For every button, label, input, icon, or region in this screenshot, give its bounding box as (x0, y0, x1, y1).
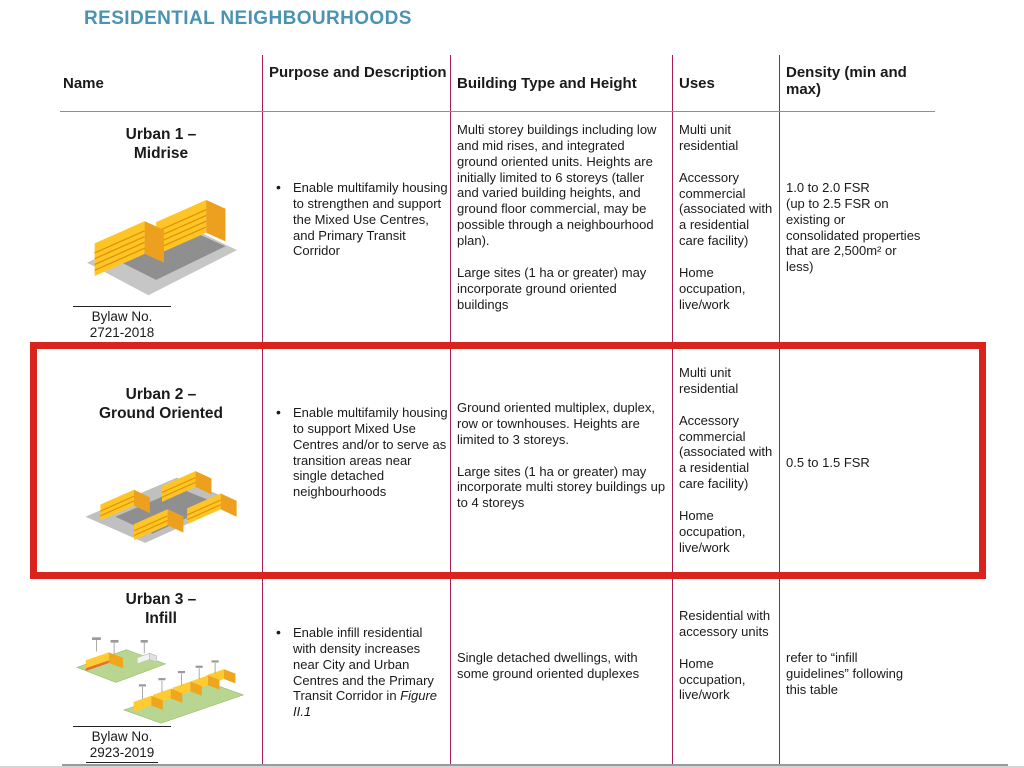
cell-urban3-uses: Residential with accessory units Home occupation, live/work (679, 608, 771, 703)
cell-urban3-name (60, 578, 262, 765)
bylaw-number: Bylaw No. 2923-2019 (73, 726, 171, 763)
cell-urban2-building: Ground oriented multiplex, duplex, row or townhouses. Heights are limited to 3 storeys. Large sites (1 ha or greater) may incorporate multi storey buildings up to 4 storeys (457, 400, 666, 511)
cell-urban2-uses: Multi unit residential Accessory commercial (associated with a residential care facility) Home occupation, live/work (679, 365, 773, 555)
neighbourhoods-table (60, 55, 1007, 765)
column-header-name: Name (63, 75, 104, 92)
cell-urban2-purpose: • Enable multifamily housing to support Mixed Use Centres and/or to serve as transition areas near single detached neighbourhoods (276, 404, 448, 500)
infill-lots-illustration (64, 632, 259, 726)
cell-urban1-building: Multi storey buildings including low and mid rises, and integrated ground oriented units. Heights are initially limited to 6 storeys (taller and varied building heights, and ground floor commercial, may be possible through a neighbourhood plan). Large sites (1 ha or greater) may incorporate ground oriented buildings (457, 122, 657, 312)
page-title: RESIDENTIAL NEIGHBOURHOODS (84, 8, 412, 29)
cell-urban1-name (60, 112, 262, 343)
cell-urban2-name (60, 343, 262, 578)
row-title: Urban 1 – Midrise (125, 126, 197, 163)
column-header-density: Density (min and max) (786, 64, 907, 99)
cell-urban3-density: refer to “infill guidelines” following this table (786, 650, 904, 697)
column-header-purpose: Purpose and Description (269, 64, 447, 81)
bylaw-number: Bylaw No. 2721-2018 (73, 306, 171, 341)
cell-urban3-building: Single detached dwellings, with some ground oriented duplexes (457, 650, 640, 681)
bullet-icon: • (276, 179, 281, 195)
row-title: Urban 2 – Ground Oriented (99, 386, 223, 423)
row-title: Urban 3 – Infill (125, 591, 197, 628)
cell-urban1-purpose: • Enable multifamily housing to strengthen and support the Mixed Use Centres, and Primary Transit Corridor (276, 179, 448, 259)
cell-urban1-density: 1.0 to 2.0 FSR (up to 2.5 FSR on existing or consolidated properties that are 2,500m² or less) (786, 180, 921, 275)
column-header-building: Building Type and Height (457, 75, 637, 92)
cell-urban2-density: 0.5 to 1.5 FSR (786, 455, 870, 470)
bullet-icon: • (276, 404, 281, 420)
midrise-buildings-illustration (76, 176, 246, 306)
cell-urban1-uses: Multi unit residential Accessory commercial (associated with a residential care facility) Home occupation, live/work (679, 122, 773, 312)
cell-urban3-purpose: • Enable infill residential with density increases near City and Urban Centres and the Primary Transit Corridor in Figure II.1 (276, 624, 438, 720)
ground-oriented-buildings-illustration (74, 444, 249, 556)
bullet-icon: • (276, 624, 281, 640)
column-header-uses: Uses (679, 75, 715, 92)
